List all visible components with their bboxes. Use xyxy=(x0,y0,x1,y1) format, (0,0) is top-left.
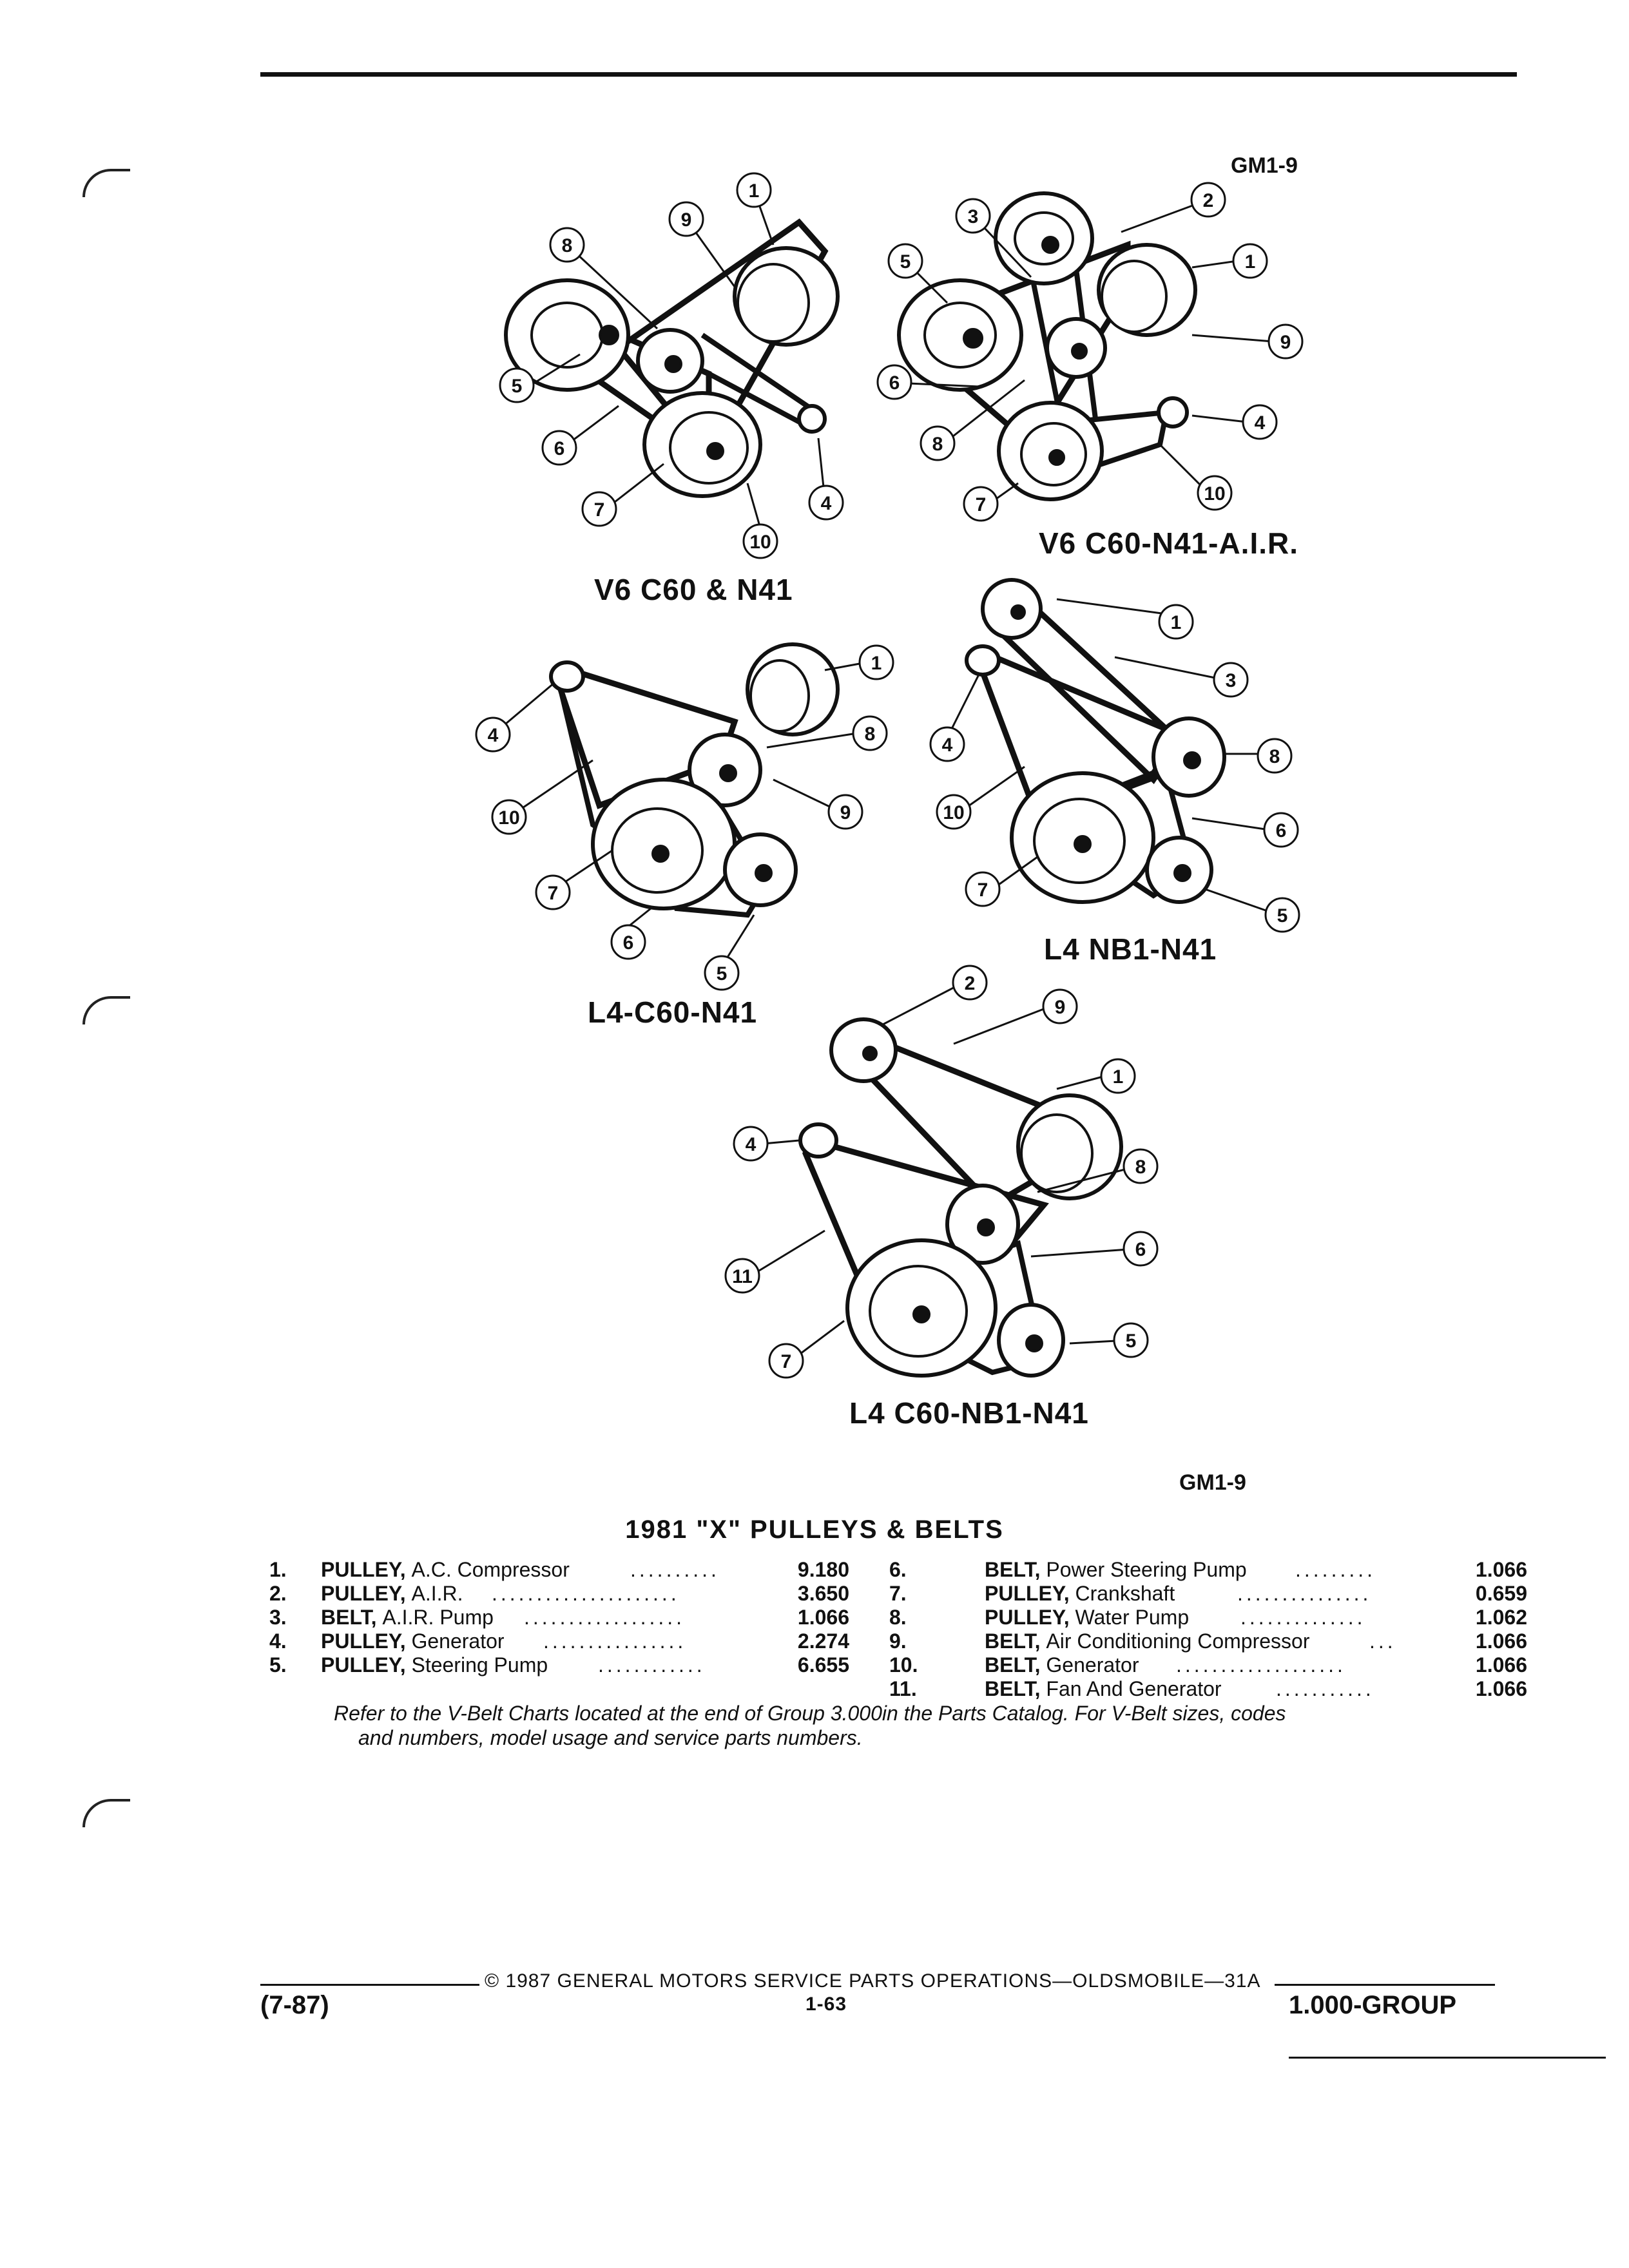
item-value: 9.180 xyxy=(797,1558,849,1581)
item-description: BELT, Power Steering Pump xyxy=(985,1558,1247,1581)
callout: 10 xyxy=(1204,483,1226,505)
callout: 1 xyxy=(1170,612,1182,633)
callout: 4 xyxy=(487,725,499,746)
callout: 4 xyxy=(1254,412,1266,434)
callout: 8 xyxy=(1135,1157,1146,1178)
diagram-label: L4 NB1-N41 xyxy=(1044,932,1217,966)
callout: 5 xyxy=(900,251,911,273)
footer-page-number: 1-63 xyxy=(805,1994,847,2015)
item-number: 8. xyxy=(889,1606,907,1629)
callout: 10 xyxy=(943,802,965,823)
item-value: 1.066 xyxy=(797,1606,849,1629)
callout: 7 xyxy=(977,879,988,901)
item-description: PULLEY, Generator xyxy=(321,1629,505,1653)
callout: 6 xyxy=(554,438,565,459)
callout: 9 xyxy=(1280,332,1291,353)
footer-group: 1.000-GROUP xyxy=(1289,1991,1457,2019)
callout: 8 xyxy=(561,235,573,256)
callout: 9 xyxy=(680,209,692,231)
callout: 11 xyxy=(732,1266,753,1287)
callout: 4 xyxy=(820,493,832,514)
item-number: 7. xyxy=(889,1582,907,1605)
callout: 4 xyxy=(745,1134,757,1155)
callout: 5 xyxy=(1277,905,1288,927)
item-number: 1. xyxy=(269,1558,287,1581)
item-number: 3. xyxy=(269,1606,287,1629)
note-line-1: Refer to the V-Belt Charts located at the end of Group 3.000in the Parts Catalog. For V-Belt sizes, codes xyxy=(334,1702,1286,1725)
callout: 1 xyxy=(748,180,760,202)
item-number: 2. xyxy=(269,1582,287,1605)
callout: 5 xyxy=(1125,1331,1137,1352)
item-value: 0.659 xyxy=(1475,1582,1527,1605)
item-value: 6.655 xyxy=(797,1653,849,1677)
callout: 6 xyxy=(622,932,634,954)
callout: 7 xyxy=(780,1351,792,1372)
callout: 2 xyxy=(1202,190,1214,211)
footer-copyright: © 1987 GENERAL MOTORS SERVICE PARTS OPERATIONS—OLDSMOBILE—31A xyxy=(485,1970,1261,1992)
diagram-label: V6 C60-N41-A.I.R. xyxy=(1039,526,1299,560)
item-description: PULLEY, A.I.R. xyxy=(321,1582,463,1605)
callout: 1 xyxy=(1244,251,1256,273)
callout: 8 xyxy=(932,434,943,455)
figure-code-top: GM1-9 xyxy=(1231,153,1298,178)
callout: 7 xyxy=(975,494,987,515)
item-number: 10. xyxy=(889,1653,918,1677)
binder-mark xyxy=(82,1799,130,1827)
item-description: BELT, A.I.R. Pump xyxy=(321,1606,494,1629)
item-value: 1.062 xyxy=(1475,1606,1527,1629)
footer-rule-left xyxy=(260,1984,479,1986)
callout: 6 xyxy=(889,372,900,394)
item-description: BELT, Generator xyxy=(985,1653,1139,1677)
diagram-v6-c60-n41-air xyxy=(857,174,1302,535)
item-number: 5. xyxy=(269,1653,287,1677)
footer-date-code: (7-87) xyxy=(260,1991,329,2019)
table-title: 1981 "X" PULLEYS & BELTS xyxy=(625,1515,1004,1544)
callout: 9 xyxy=(1054,997,1066,1018)
callout: 9 xyxy=(840,802,851,823)
callout: 1 xyxy=(1112,1066,1124,1088)
callout: 3 xyxy=(1225,670,1237,691)
callout: 3 xyxy=(967,206,979,227)
diagram-l4-nb1-n41 xyxy=(921,561,1321,947)
top-rule xyxy=(260,72,1517,77)
callout: 7 xyxy=(547,883,559,904)
diagram-l4-c60-nb1-n41 xyxy=(709,960,1173,1398)
item-description: BELT, Fan And Generator xyxy=(985,1677,1222,1700)
item-value: 1.066 xyxy=(1475,1558,1527,1581)
item-number: 4. xyxy=(269,1629,287,1653)
item-description: PULLEY, Steering Pump xyxy=(321,1653,548,1677)
diagram-label: L4 C60-NB1-N41 xyxy=(849,1396,1089,1430)
callout: 10 xyxy=(749,532,771,553)
leader-dots-left: .......... ..................... .................. ................ ............ xyxy=(492,1558,720,1677)
callout: 6 xyxy=(1275,820,1287,841)
callout: 5 xyxy=(716,963,728,985)
note-line-2: and numbers, model usage and service parts numbers. xyxy=(358,1726,863,1749)
item-number: 9. xyxy=(889,1629,907,1653)
callout: 2 xyxy=(964,973,976,994)
item-description: PULLEY, A.C. Compressor xyxy=(321,1558,570,1581)
binder-mark xyxy=(82,996,130,1024)
callout: 7 xyxy=(593,499,605,521)
callout: 10 xyxy=(498,807,520,829)
callout: 1 xyxy=(871,653,882,674)
item-value: 3.650 xyxy=(797,1582,849,1605)
diagram-v6-c60-n41 xyxy=(490,161,889,573)
item-number: 11. xyxy=(889,1677,917,1700)
callout: 8 xyxy=(1269,746,1280,767)
item-description: BELT, Air Conditioning Compressor xyxy=(985,1629,1310,1653)
item-value: 2.274 xyxy=(797,1629,849,1653)
leader-dots-right: ......... ............... .............. ... ................... ........... xyxy=(1176,1558,1396,1700)
item-value: 1.066 xyxy=(1475,1653,1527,1677)
diagram-label: L4-C60-N41 xyxy=(588,995,758,1029)
callout: 6 xyxy=(1135,1239,1146,1260)
item-value: 1.066 xyxy=(1475,1629,1527,1653)
item-description: PULLEY, Water Pump xyxy=(985,1606,1190,1629)
bottom-rule xyxy=(1289,2057,1606,2059)
callout: 5 xyxy=(511,376,523,397)
item-description: PULLEY, Crankshaft xyxy=(985,1582,1175,1605)
callout: 4 xyxy=(941,735,953,756)
callout: 8 xyxy=(864,724,876,745)
figure-code-bottom: GM1-9 xyxy=(1179,1470,1246,1495)
item-value: 1.066 xyxy=(1475,1677,1527,1700)
item-number: 6. xyxy=(889,1558,907,1581)
footer-rule-right xyxy=(1275,1984,1495,1986)
binder-mark xyxy=(82,169,130,197)
diagram-label: V6 C60 & N41 xyxy=(594,573,793,606)
diagram-l4-c60-n41 xyxy=(464,631,902,992)
